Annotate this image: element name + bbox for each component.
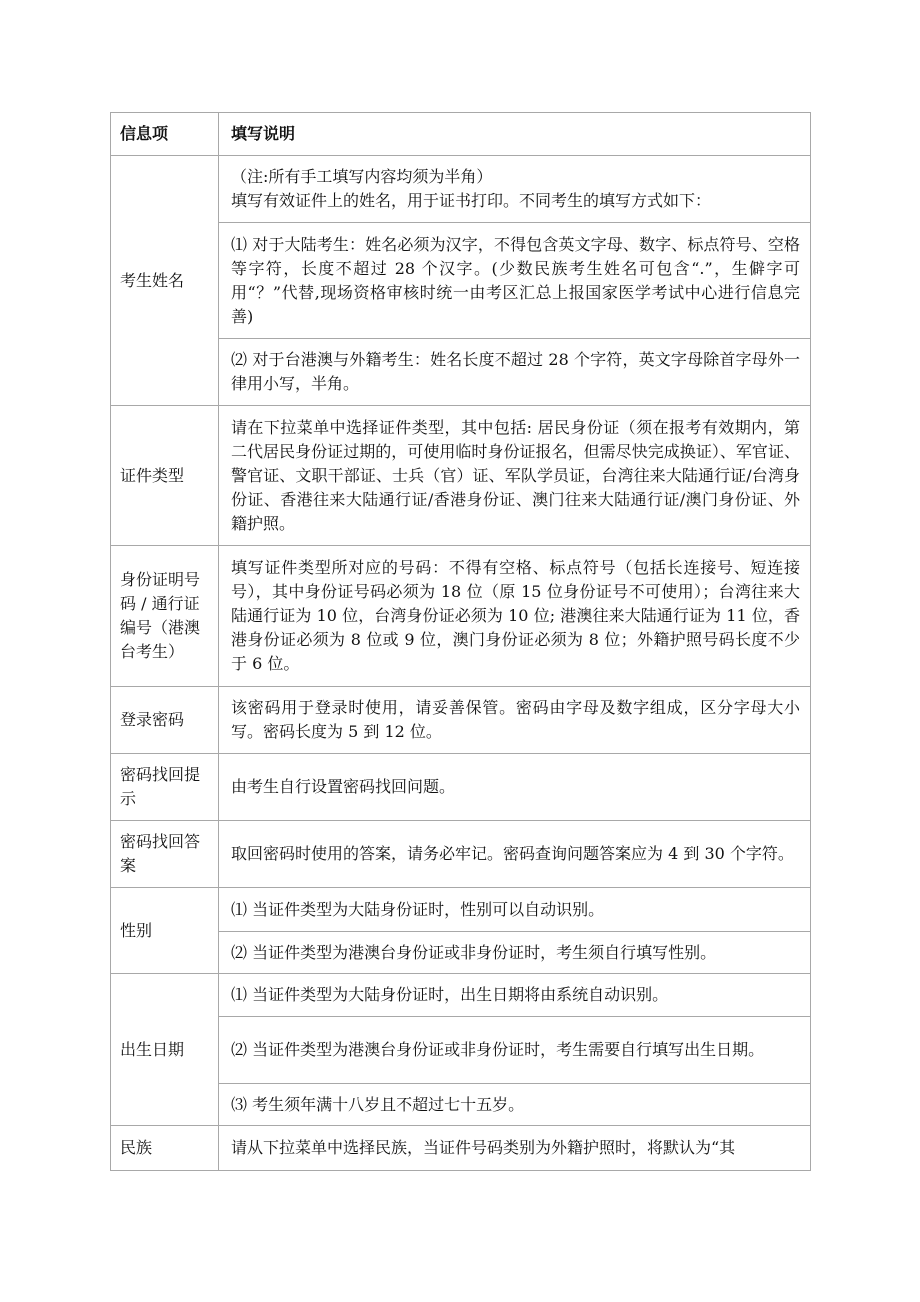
row-label: 性别 bbox=[111, 888, 219, 974]
row-label: 密码找回提示 bbox=[111, 754, 219, 821]
row-label: 考生姓名 bbox=[111, 156, 219, 406]
table-row-hint bbox=[111, 754, 811, 821]
row-desc: 该密码用于登录时使用，请妥善保管。密码由字母及数字组成，区分字母大小写。密码长度为 5 到 12 位。 bbox=[219, 687, 811, 754]
row-desc: ⑵ 当证件类型为港澳台身份证或非身份证时，考生需要自行填写出生日期。 bbox=[219, 1017, 811, 1084]
row-label: 密码找回答案 bbox=[111, 821, 219, 888]
row-label: 民族 bbox=[111, 1126, 219, 1171]
row-label: 证件类型 bbox=[111, 406, 219, 546]
instructions-table bbox=[110, 112, 811, 1171]
row-desc: 请从下拉菜单中选择民族，当证件号码类别为外籍护照时，将默认为“其 bbox=[219, 1126, 811, 1171]
row-label: 出生日期 bbox=[111, 974, 219, 1126]
row-desc: ⑶ 考生须年满十八岁且不超过七十五岁。 bbox=[219, 1084, 811, 1126]
row-desc: ⑴ 对于大陆考生：姓名必须为汉字，不得包含英文字母、数字、标点符号、空格等字符，长度不超过 28 个汉字。(少数民族考生姓名可包含“.”，生僻字可用“？”代替,现场资格审核时统一由考区汇总上报国家医学考试中心进行信息完善) bbox=[219, 223, 811, 339]
row-desc: ⑵ 对于台港澳与外籍考生：姓名长度不超过 28 个字符，英文字母除首字母外一律用小写，半角。 bbox=[219, 339, 811, 406]
table-row-answer bbox=[111, 821, 811, 888]
row-desc: （注:所有手工填写内容均须为半角） 填写有效证件上的姓名，用于证书打印。不同考生的填写方式如下： bbox=[219, 156, 811, 223]
row-desc: 请在下拉菜单中选择证件类型，其中包括: 居民身份证（须在报考有效期内，第二代居民身份证过期的，可使用临时身份证报名，但需尽快完成换证）、军官证、警官证、文职干部证、士兵（官）证、军队学员证，台湾往来大陆通行证/台湾身份证、香港往来大陆通行证/香港身份证、澳门往来大陆通行证/澳门身份证、外籍护照。 bbox=[219, 406, 811, 546]
row-label: 登录密码 bbox=[111, 687, 219, 754]
table-row-gender bbox=[111, 888, 811, 932]
table-header-row bbox=[111, 113, 811, 156]
table-row-name bbox=[111, 156, 811, 223]
table-row-password bbox=[111, 687, 811, 754]
row-desc: 填写证件类型所对应的号码：不得有空格、标点符号（包括长连接号、短连接号），其中身份证号码必须为 18 位（原 15 位身份证号不可使用）；台湾往来大陆通行证为 10 位，台湾身份证必须为 10 位; 港澳往来大陆通行证为 11 位，香港身份证必须为 8 位或 9 位，澳门身份证必须为 8 位；外籍护照号码长度不少于 6 位。 bbox=[219, 546, 811, 687]
row-desc: ⑴ 当证件类型为大陆身份证时，出生日期将由系统自动识别。 bbox=[219, 974, 811, 1017]
table-row-birth bbox=[111, 974, 811, 1017]
table-row-cert-type bbox=[111, 406, 811, 546]
header-item: 信息项 bbox=[111, 113, 219, 156]
header-desc: 填写说明 bbox=[219, 113, 811, 156]
row-desc: 由考生自行设置密码找回问题。 bbox=[219, 754, 811, 821]
table-row-id-number bbox=[111, 546, 811, 687]
row-desc: ⑴ 当证件类型为大陆身份证时，性别可以自动识别。 bbox=[219, 888, 811, 932]
row-label: 身份证明号码 / 通行证编号（港澳台考生） bbox=[111, 546, 219, 687]
row-desc: 取回密码时使用的答案，请务必牢记。密码查询问题答案应为 4 到 30 个字符。 bbox=[219, 821, 811, 888]
row-desc: ⑵ 当证件类型为港澳台身份证或非身份证时，考生须自行填写性别。 bbox=[219, 932, 811, 974]
table-row-ethnicity bbox=[111, 1126, 811, 1171]
